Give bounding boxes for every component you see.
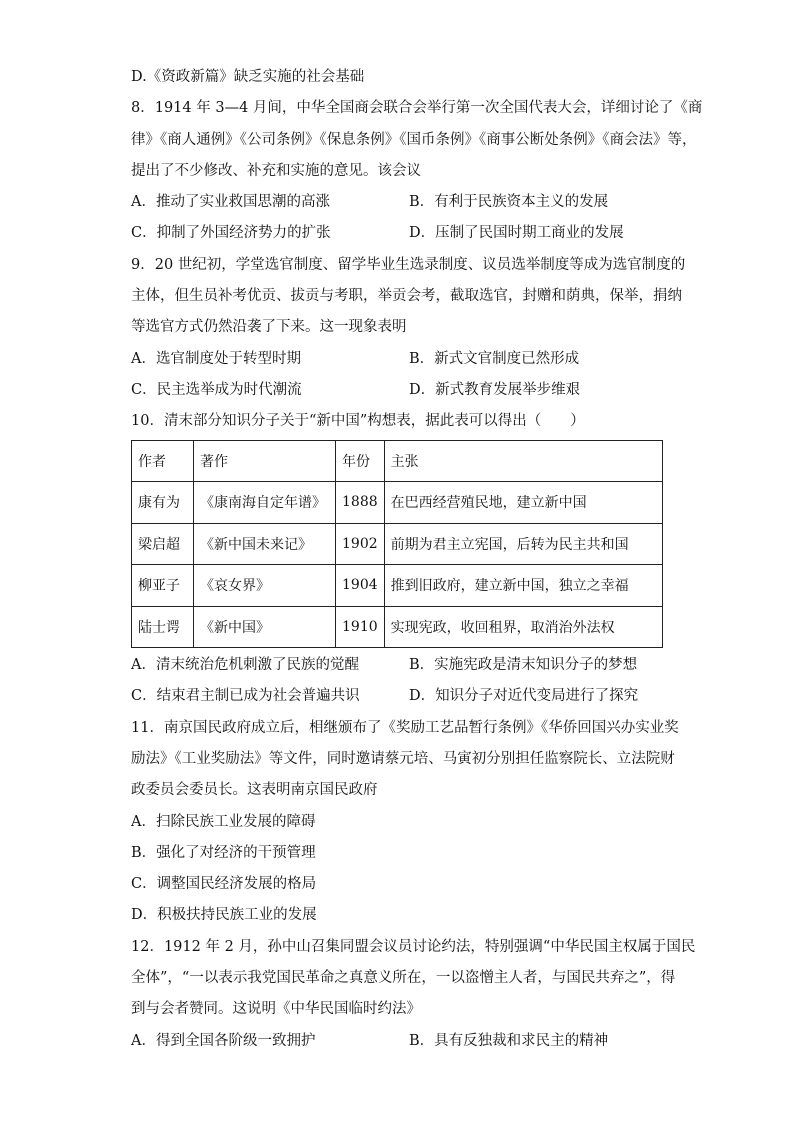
table-cell: 陆士谔: [132, 606, 194, 648]
table-cell: 1888: [336, 482, 385, 524]
q8-option-c[interactable]: C．抑制了外国经济势力的扩张: [131, 225, 331, 242]
q10-option-d[interactable]: D．知识分子对近代变局进行了探究: [409, 688, 639, 705]
table-cell: 《新中国未来记》: [194, 523, 336, 565]
ideas-table: [131, 440, 663, 649]
table-cell: 1904: [336, 565, 385, 607]
question-10: [131, 406, 671, 712]
table-header-row: [132, 440, 663, 482]
table-cell: 《康南海自定年谱》: [194, 482, 336, 524]
q12-stem-line: 到与会者赞同。这说明《中华民国临时约法》: [131, 1001, 421, 1018]
q10-option-b[interactable]: B．实施宪政是清末知识分子的梦想: [409, 657, 638, 674]
q10-options-row: [131, 681, 671, 712]
table-header-cell: 著作: [194, 440, 336, 482]
q10-option-a[interactable]: A．清末统治危机刺激了民族的觉醒: [131, 657, 359, 674]
q9-option-b[interactable]: B．新式文官制度已然形成: [409, 350, 580, 367]
table-cell: 《新中国》: [194, 606, 336, 648]
q9-stem-line: 9．20 世纪初，学堂选官制度、留学毕业生选录制度、议员选举制度等成为选官制度的: [131, 256, 686, 273]
q9-options-row: [131, 375, 671, 406]
q9-stem-line: 等选官方式仍然沿袭了下来。这一现象表明: [131, 319, 407, 336]
table-cell: 1902: [336, 523, 385, 565]
table-row: [132, 523, 663, 565]
q8-stem-line: 提出了不少修改、补充和实施的意见。该会议: [131, 162, 421, 179]
q8-options-row: [131, 187, 671, 218]
q11-option-c[interactable]: C．调整国民经济发展的格局: [131, 876, 317, 893]
q8-option-d[interactable]: D．压制了民国时期工商业的发展: [409, 225, 624, 242]
q12-stem-line: 12．1912 年 2 月，孙中山召集同盟会议员讨论约法，特别强调“中华民国主权属于国民: [131, 938, 696, 955]
q9-option-a[interactable]: A．选官制度处于转型时期: [131, 350, 301, 367]
q8-option-b[interactable]: B．有利于民族资本主义的发展: [409, 194, 609, 211]
q12-stem-line: 全体”，“一以表示我党国民革命之真意义所在，一以盗憎主人者，与国民共弃之”，得: [131, 970, 676, 987]
q11-stem-line: 励法》《工业奖励法》等文件，同时邀请蔡元培、马寅初分别担任监察院长、立法院财: [131, 750, 675, 767]
table-row: [132, 606, 663, 648]
table-cell: 康有为: [132, 482, 194, 524]
q9-option-c[interactable]: C．民主选举成为时代潮流: [131, 381, 302, 398]
question-12: [131, 932, 696, 1057]
table-cell: 1910: [336, 606, 385, 648]
table-header-cell: 主张: [384, 440, 662, 482]
q10-stem: 10．清末部分知识分子关于“新中国”构想表，据此表可以得出（ ）: [131, 413, 585, 430]
q11-option-a[interactable]: A．扫除民族工业发展的障碍: [131, 813, 316, 830]
q11-stem-line: 11．南京国民政府成立后，相继颁布了《奖励工艺品暂行条例》《华侨回国兴办实业奖: [131, 719, 679, 736]
q10-option-c[interactable]: C．结束君主制已成为社会普遍共识: [131, 688, 360, 705]
table-header-cell: 作者: [132, 440, 194, 482]
q12-option-b[interactable]: B．具有反独裁和求民主的精神: [409, 1032, 609, 1049]
q8-stem-line: 律》《商人通例》《公司条例》《保息条例》《国币条例》《商事公断处条例》《商会法》等，: [131, 131, 697, 148]
q8-option-a[interactable]: A．推动了实业救国思潮的高涨: [131, 194, 330, 211]
table-cell: 推到旧政府，建立新中国，独立之幸福: [384, 565, 662, 607]
exam-page: [131, 62, 703, 1057]
question-8: [131, 93, 703, 249]
table-cell: 梁启超: [132, 523, 194, 565]
question-9: [131, 250, 686, 406]
table-cell: 《哀女界》: [194, 565, 336, 607]
q8-stem-line: 8．1914 年 3—4 月间，中华全国商会联合会举行第一次全国代表大会，详细讨论了《商: [131, 100, 703, 117]
table-row: [132, 482, 663, 524]
table-header-cell: 年份: [336, 440, 385, 482]
q11-option-b[interactable]: B．强化了对经济的干预管理: [131, 844, 316, 861]
table-cell: 在巴西经营殖民地，建立新中国: [384, 482, 662, 524]
q10-options-row: [131, 650, 671, 681]
q9-options-row: [131, 344, 671, 375]
table-cell: 实现宪政，收回租界，取消治外法权: [384, 606, 662, 648]
table-cell: 前期为君主立宪国，后转为民主共和国: [384, 523, 662, 565]
q11-option-d[interactable]: D．积极扶持民族工业的发展: [131, 907, 317, 924]
question-11: [131, 713, 679, 932]
q11-stem-line: 政委员会委员长。这表明南京国民政府: [131, 782, 378, 799]
q9-stem-line: 主体，但生员补考优贡、拔贡与考职，举贡会考，截取选官，封赠和荫典，保举，捐纳: [131, 288, 682, 305]
q12-option-a[interactable]: A．得到全国各阶级一致拥护: [131, 1032, 316, 1049]
table-row: [132, 565, 663, 607]
q9-option-d[interactable]: D．新式教育发展举步维艰: [409, 381, 581, 398]
q7-option-d: D.《资政新篇》缺乏实施的社会基础: [131, 69, 365, 85]
table-cell: 柳亚子: [132, 565, 194, 607]
q8-options-row: [131, 218, 671, 249]
q12-options-row: [131, 1026, 671, 1057]
